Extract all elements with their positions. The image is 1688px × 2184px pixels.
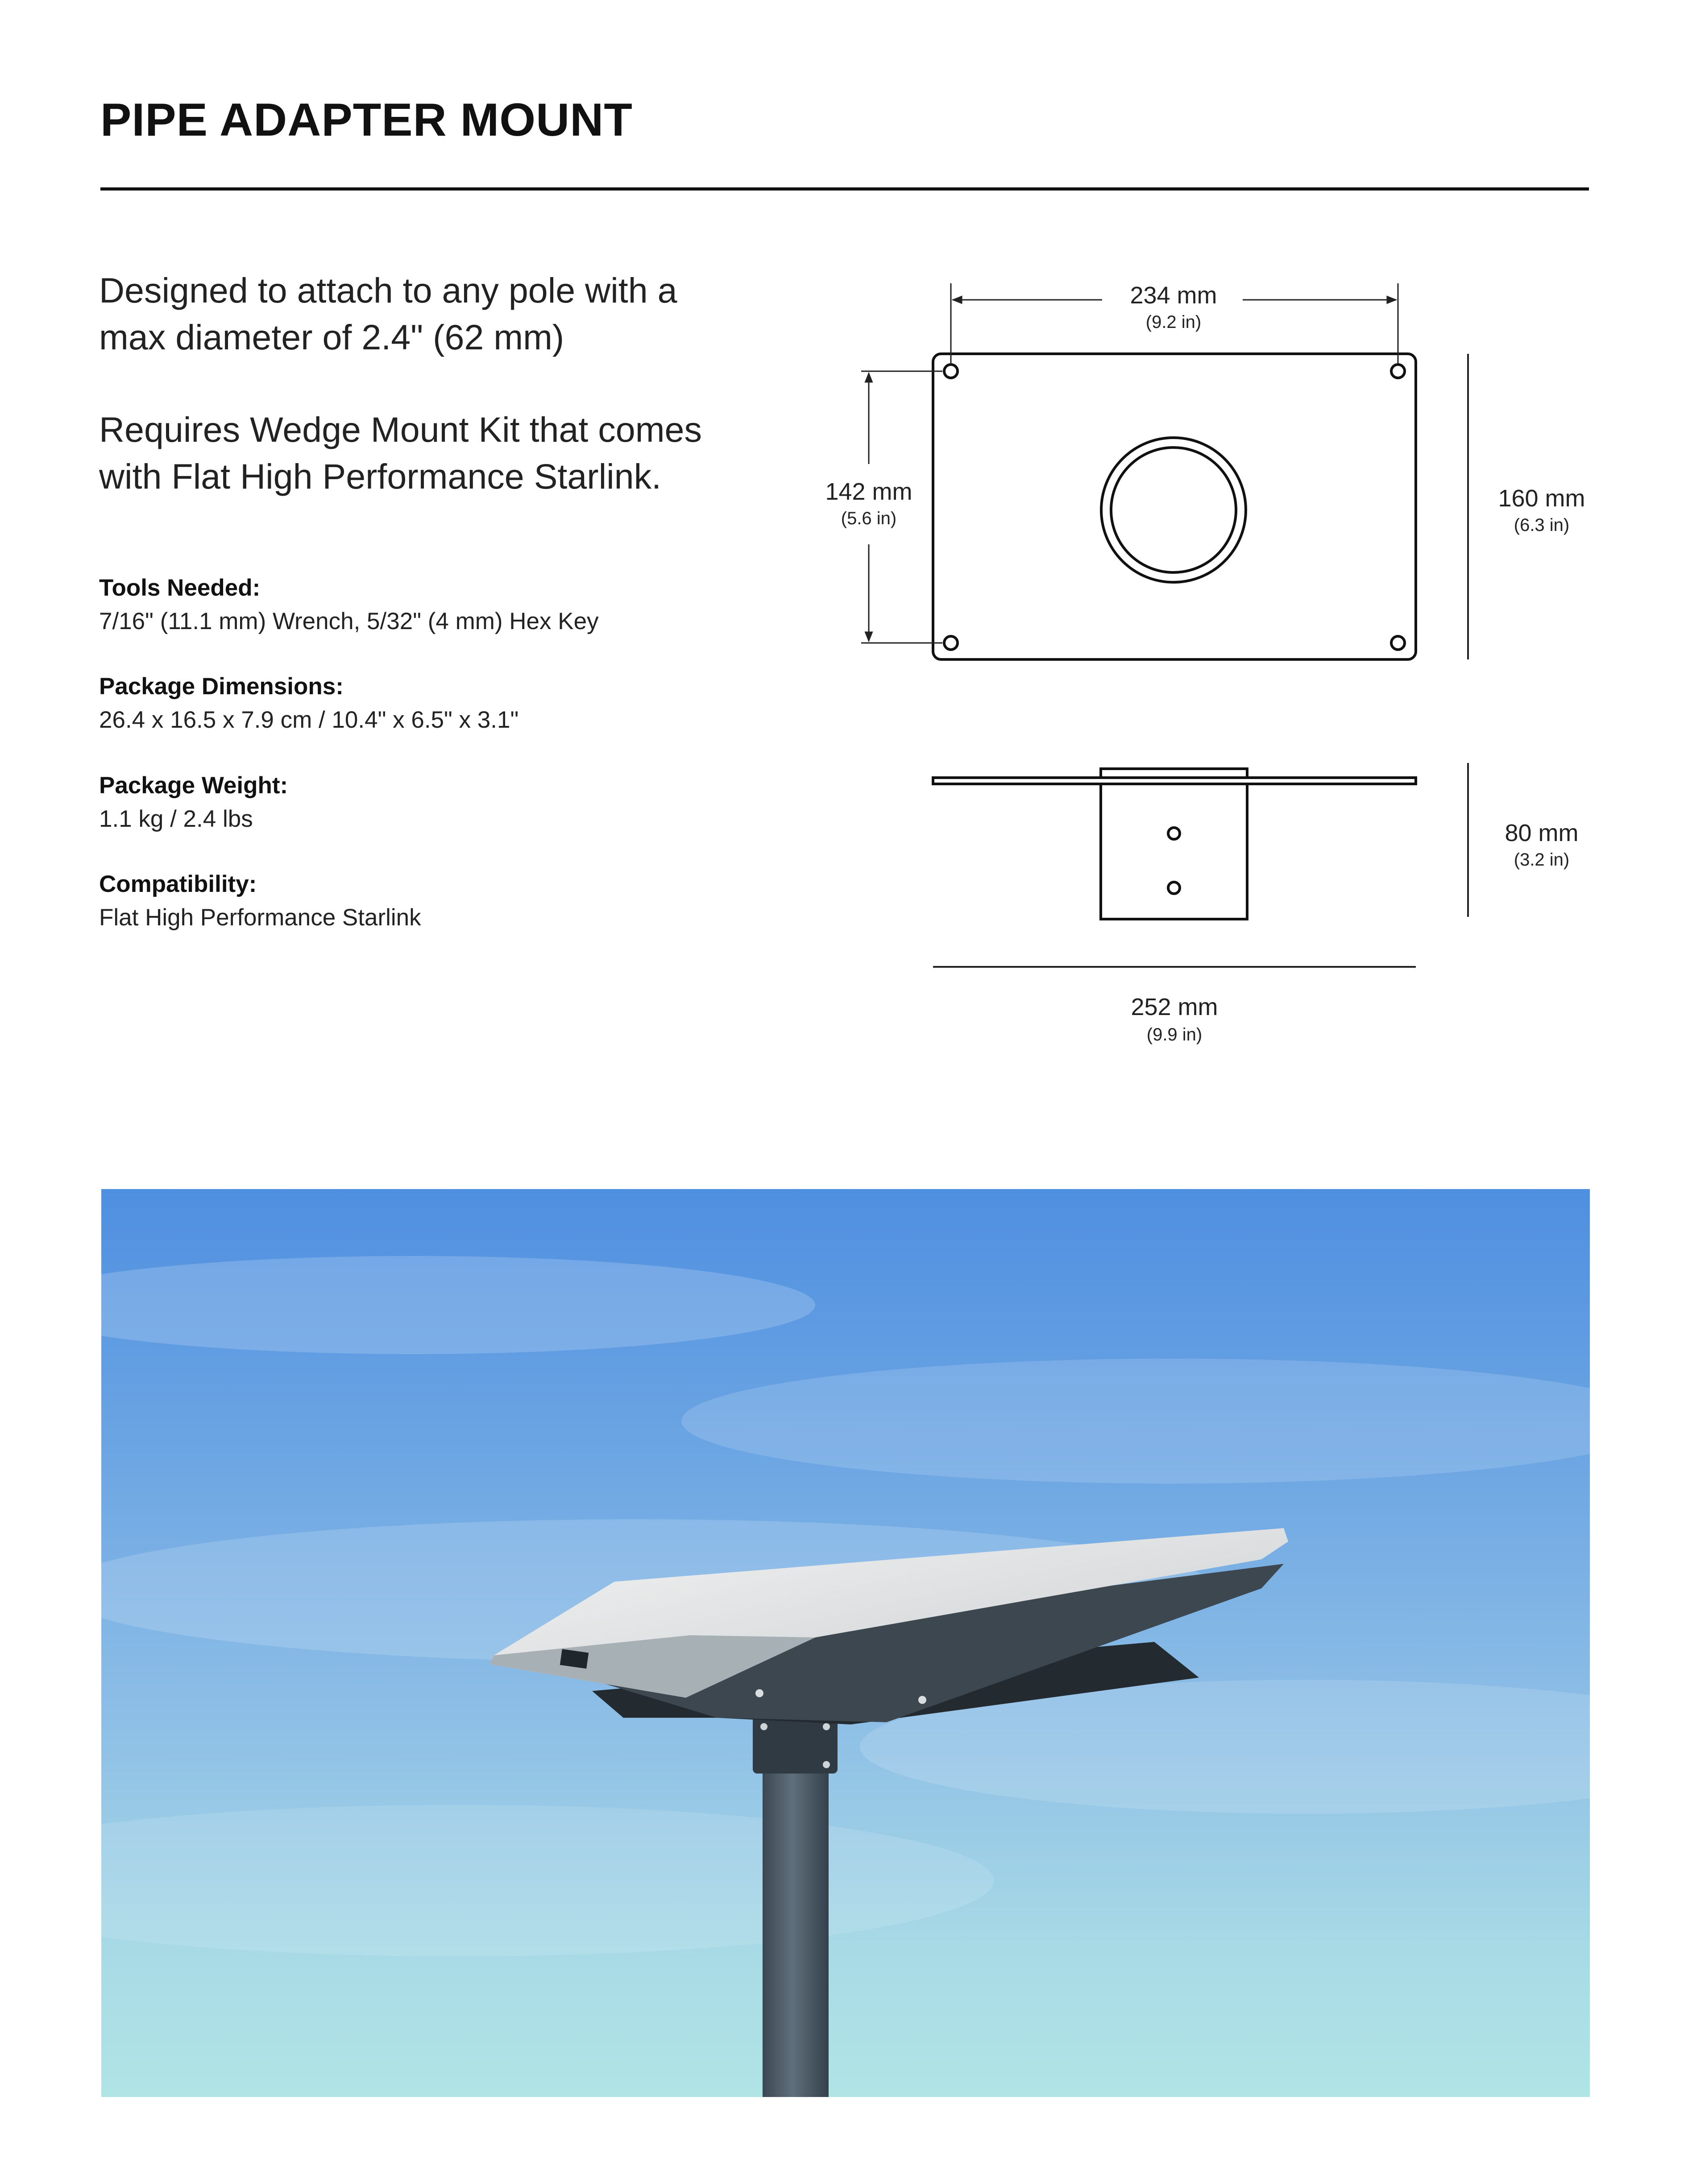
pipe-opening-inner — [1111, 448, 1236, 572]
bolt-hole — [944, 365, 958, 378]
page-title: PIPE ADAPTER MOUNT — [100, 94, 633, 146]
pole — [763, 1765, 829, 2097]
intro-line: max diameter of 2.4" (62 mm) — [99, 317, 564, 357]
dimension-mount-height-in: (3.2 in) — [1514, 850, 1570, 870]
dimension-plate-height-in: (6.3 in) — [1514, 515, 1570, 535]
mounting-plate-outline — [933, 354, 1416, 659]
dimension-overall-width-in: (9.9 in) — [1146, 1025, 1203, 1044]
dimension-height-mm: 142 mm — [825, 478, 912, 505]
pipe-opening-outer — [1101, 438, 1246, 582]
dimension-plate-height-mm: 160 mm — [1498, 485, 1585, 512]
requirement-line: Requires Wedge Mount Kit that comes — [99, 410, 702, 449]
spec-label: Compatibility: — [99, 871, 257, 897]
spec-label: Package Weight: — [99, 772, 288, 799]
bolt-hole — [1391, 636, 1405, 650]
spec-value: 1.1 kg / 2.4 lbs — [99, 806, 253, 832]
bolt-hole — [1391, 365, 1405, 378]
dimension-width-mm: 234 mm — [1130, 282, 1217, 309]
set-screw-hole — [1168, 828, 1180, 839]
dimension-height-in: (5.6 in) — [841, 509, 897, 528]
set-screw-hole — [1168, 882, 1180, 894]
spec-label: Package Dimensions: — [99, 673, 344, 700]
spec-value: 7/16" (11.1 mm) Wrench, 5/32" (4 mm) Hex Key — [99, 608, 599, 634]
cloud — [681, 1359, 1590, 1484]
bolt-head — [918, 1696, 926, 1704]
side-collar-top — [1101, 769, 1247, 778]
spec-value: 26.4 x 16.5 x 7.9 cm / 10.4" x 6.5" x 3.1" — [99, 707, 519, 733]
bolt-head — [823, 1723, 830, 1730]
top-view — [825, 282, 1585, 659]
intro-line: Designed to attach to any pole with a — [99, 270, 677, 310]
product-photo — [101, 1189, 1590, 2097]
requirement-line: with Flat High Performance Starlink. — [99, 456, 662, 496]
dimension-overall-width-mm: 252 mm — [1131, 994, 1218, 1020]
bolt-head — [760, 1723, 767, 1730]
product-illustration — [101, 1189, 1590, 2097]
cloud — [101, 1256, 815, 1354]
cloud — [101, 1805, 994, 1956]
bolt-head — [755, 1689, 763, 1697]
bolt-head — [823, 1761, 830, 1768]
dimension-mount-height-mm: 80 mm — [1505, 820, 1579, 846]
spec-label: Tools Needed: — [99, 575, 261, 601]
dimension-width-in: (9.2 in) — [1145, 312, 1202, 332]
spec-value: Flat High Performance Starlink — [99, 904, 421, 931]
side-collar-body — [1101, 784, 1247, 919]
side-view — [933, 763, 1579, 1044]
bolt-hole — [944, 636, 958, 650]
